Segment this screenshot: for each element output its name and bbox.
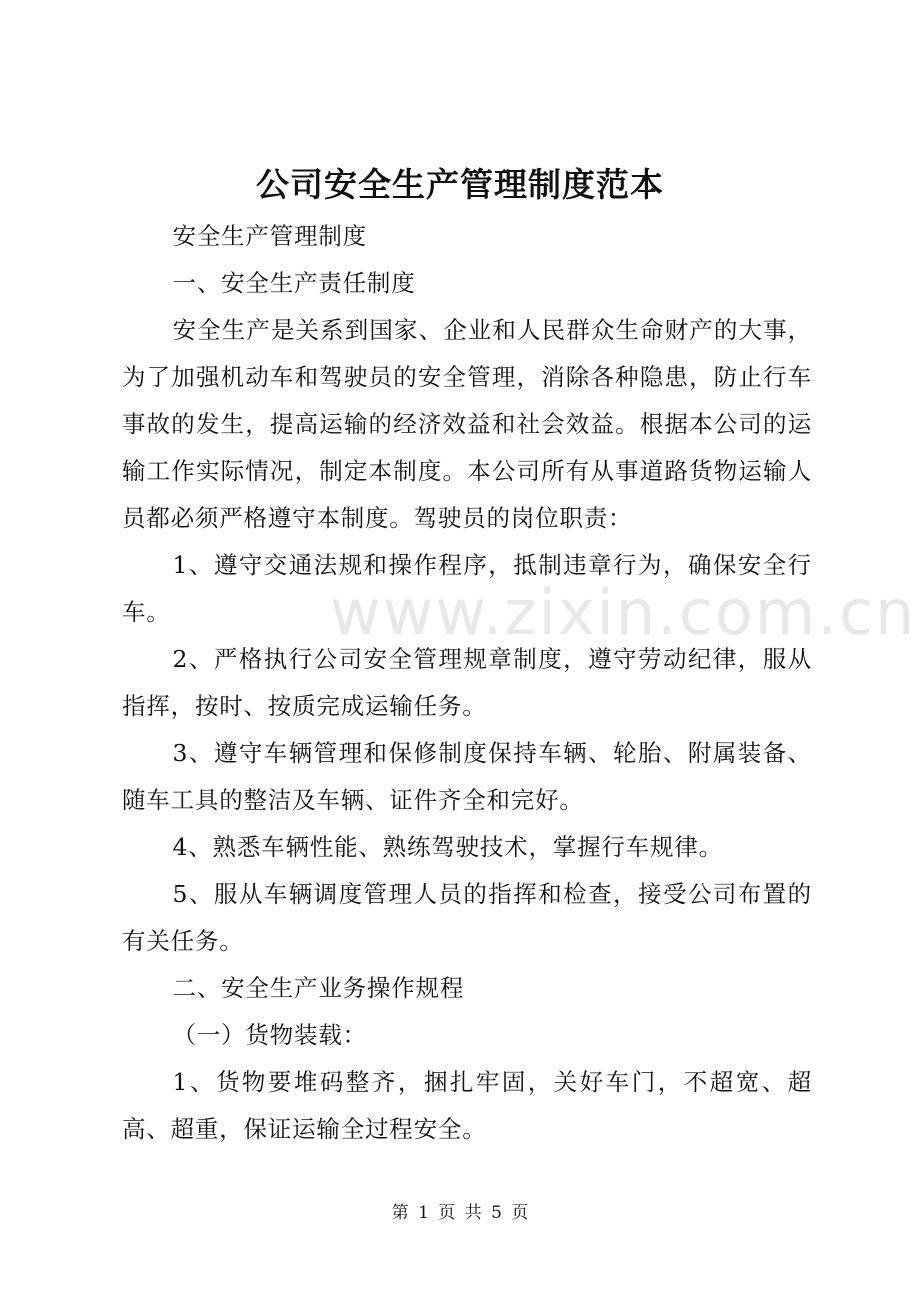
- paragraph: 安全生产是关系到国家、企业和人民群众生命财产的大事，为了加强机动车和驾驶员的安全管理，消除各种隐患，防止行车事故的发生，提高运输的经济效益和社会效益。根据本公司的运输工作实际情况，制定本制度。本公司所有从事道路货物运输人员都必须严格遵守本制度。驾驶员的岗位职责：: [122, 316, 812, 532]
- paragraph: 1、货物要堆码整齐，捆扎牢固，关好车门，不超宽、超高、超重，保证运输全过程安全。: [122, 1068, 812, 1143]
- document-body: [122, 213, 812, 1153]
- paragraph: 4、熟悉车辆性能、熟练驾驶技术，掌握行车规律。: [172, 833, 723, 861]
- paragraph: 安全生产管理制度: [172, 222, 367, 250]
- paragraph: 一、安全生产责任制度: [172, 269, 416, 297]
- paragraph: （一）货物装载：: [172, 1021, 367, 1049]
- page-footer: 第 1 页 共 5 页: [391, 1203, 529, 1223]
- watermark: www.zixin.com.cn: [330, 576, 917, 649]
- paragraph: 3、遵守车辆管理和保修制度保持车辆、轮胎、附属装备、随车工具的整洁及车辆、证件齐全和完好。: [122, 739, 812, 814]
- document-title: 公司安全生产管理制度范本: [256, 165, 664, 204]
- paragraph: 二、安全生产业务操作规程: [172, 974, 465, 1002]
- paragraph: 1、遵守交通法规和操作程序，抵制违章行为，确保安全行车。: [122, 551, 812, 626]
- paragraph: 5、服从车辆调度管理人员的指挥和检查，接受公司布置的有关任务。: [122, 880, 812, 955]
- paragraph: 2、严格执行公司安全管理规章制度，遵守劳动纪律，服从指挥，按时、按质完成运输任务。: [122, 645, 812, 720]
